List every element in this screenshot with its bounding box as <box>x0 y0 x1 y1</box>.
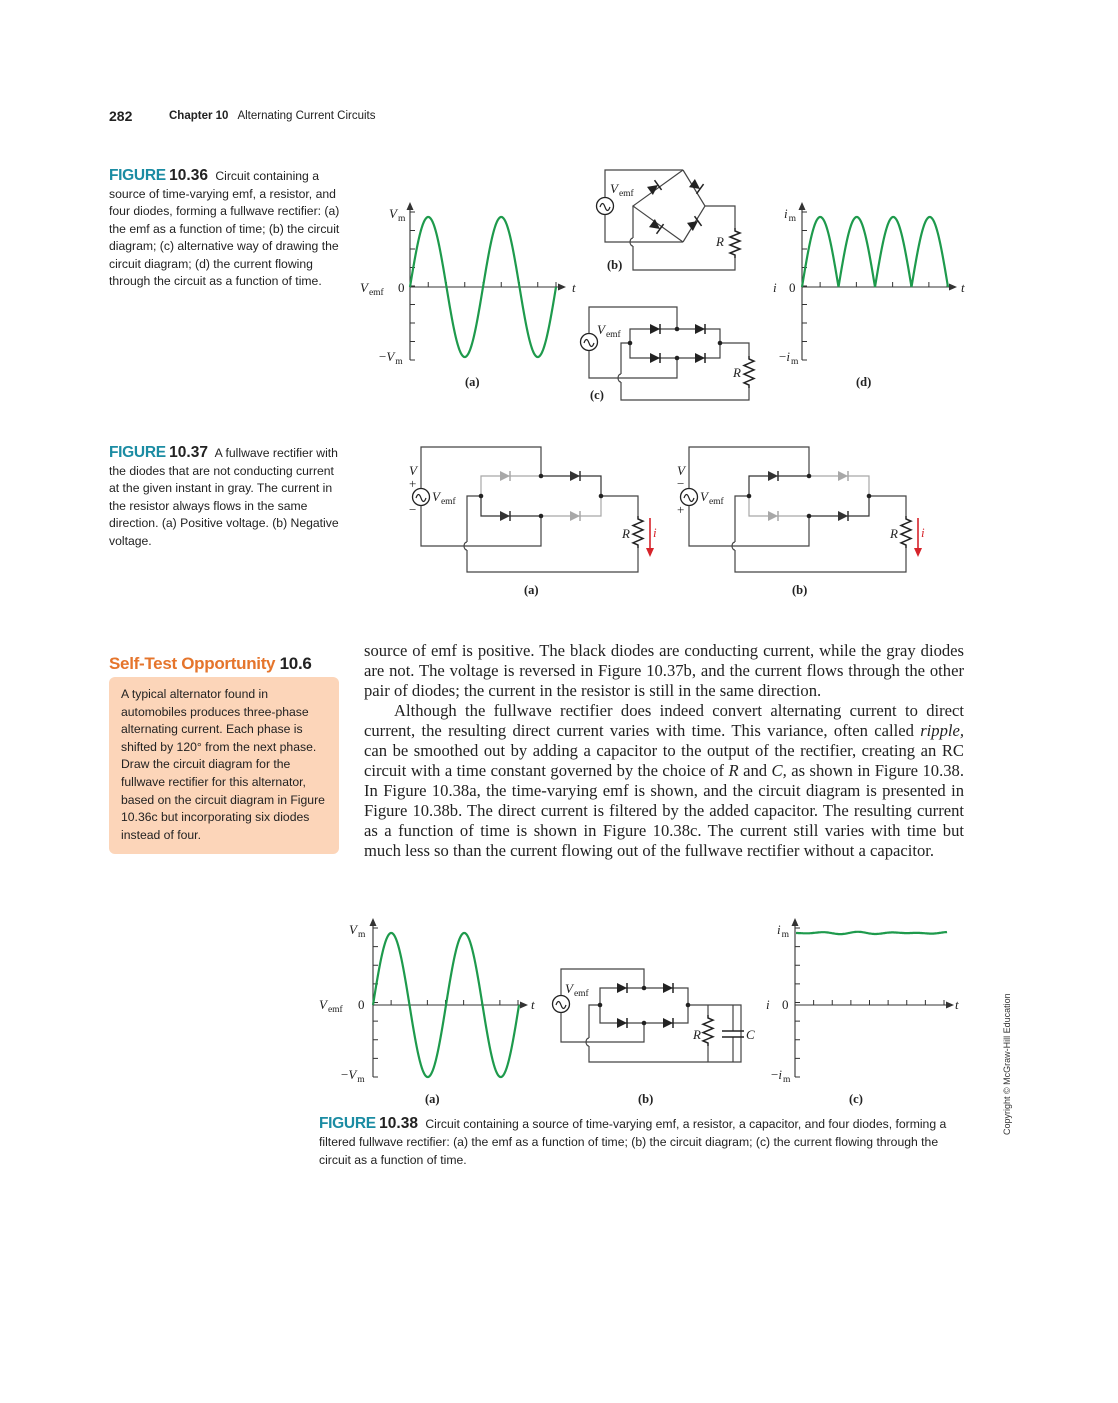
panel-label-c: (c) <box>590 388 604 402</box>
text: can be smoothed out by adding a capacitor to the output of the rectifier, creating an RC circuit with a time constant governed by the choice of <box>364 741 964 780</box>
figure-text: V <box>610 181 618 196</box>
figure-text: m <box>357 1075 365 1085</box>
diode-icon <box>500 471 510 481</box>
diode-icon <box>650 353 660 363</box>
figure-label: FIGURE <box>109 444 166 461</box>
wire <box>621 343 630 374</box>
x-axis-arrow <box>558 284 566 291</box>
diode-icon <box>570 471 580 481</box>
figure-number: 10.38 <box>379 1115 418 1132</box>
wire <box>601 496 638 516</box>
figure-text: V <box>597 322 605 337</box>
figure-text: − <box>341 1067 349 1082</box>
t-label: t <box>531 997 535 1012</box>
t-label: t <box>572 280 576 295</box>
self-test-box: A typical alternator found in automobiles produces three-phase alternating current. Each phase is shifted by 120° from the next phase. Draw the circuit diagram for the fullwave rectifier for this alternator, based on the circuit diagram in Figure 10.36c but incorporating six diodes instead of four. <box>109 677 339 854</box>
diode-icon <box>500 511 510 521</box>
wire <box>589 351 677 378</box>
text: as shown in Figure 10.38. In Figure 10.38a, the time-varying emf is shown, and the circuit diagram is presented in Figure 10.38b. The direct current is filtered by the added capacitor. The resulting current as a function of time is shown in Figure 10.38c. The current still varies with time but much less so than the current flowing out of the fullwave rectifier without a capacitor. <box>364 761 964 860</box>
wire <box>589 1005 600 1038</box>
junction-dot <box>599 494 604 499</box>
figure-text: V <box>386 349 395 364</box>
wire <box>633 246 735 270</box>
resistor-icon <box>703 1015 713 1046</box>
copyright-notice: Copyright © McGraw-Hill Education <box>1002 993 1012 1135</box>
diode-icon <box>663 983 673 993</box>
diode-icon <box>695 324 705 334</box>
junction-dot <box>686 1003 691 1008</box>
resistor-icon <box>633 516 643 548</box>
junction-dot <box>642 1021 647 1026</box>
figure-text: m <box>781 930 790 940</box>
fig38a-labels <box>319 922 535 1106</box>
figure-text: i <box>778 1067 782 1082</box>
figure-text: V <box>360 280 368 295</box>
current-arrow-head <box>914 548 922 557</box>
figure-text: V <box>700 489 708 504</box>
t-label: t <box>955 997 959 1012</box>
resistor-icon <box>730 228 740 258</box>
diode-icon <box>617 1018 627 1028</box>
junction-dot <box>807 474 812 479</box>
panel-label-d: (d) <box>856 375 872 389</box>
current-label: i <box>921 525 925 540</box>
symbol-c: C, <box>771 761 787 780</box>
fig36c-labels <box>590 322 741 402</box>
caption-text: Circuit containing a source of time-varying emf, a resistor, a capacitor, and four diodes, forming a filtered fullwave rectifier: (a) the emf as a function of time; (b) the circuit diagram; (c) the current flowing through the circuit as a function of time. <box>319 1117 947 1167</box>
wire <box>600 988 688 1023</box>
y-axis-arrow <box>370 918 377 926</box>
axis-label-i: i <box>773 280 777 295</box>
vemf-label <box>432 489 457 507</box>
caption-text: Circuit containing a source of time-varying emf, a resistor, and four diodes, forming a fullwave rectifier: (a) the emf as a function of time; (b) the circuit diagram; (c) alternative way of drawing the circuit diagram; (d) the current flowing through the circuit as a function of time. <box>109 169 340 288</box>
axis-label-i: i <box>766 997 770 1012</box>
resistor-icon <box>901 516 911 548</box>
diode-icon <box>838 471 848 481</box>
figure-text: i <box>784 206 788 221</box>
axis-label-vemf <box>319 997 344 1015</box>
y-axis-arrow <box>799 202 806 210</box>
diode-icon <box>663 1018 673 1028</box>
wire <box>705 206 735 228</box>
self-test-label: Self-Test Opportunity <box>109 654 276 673</box>
vemf-label <box>597 322 622 340</box>
axis-label-neg-vm <box>341 1067 365 1085</box>
axis-label-neg-im <box>779 349 799 367</box>
figure-text: emf <box>327 1005 343 1015</box>
figure-text: m <box>357 930 366 940</box>
axis-label-vm <box>349 922 366 940</box>
symbol-r: R <box>728 761 739 780</box>
panel-label-a: (a) <box>524 583 539 597</box>
junction-dot <box>675 356 680 361</box>
figure-text: V <box>432 489 440 504</box>
figure-text: V <box>565 981 573 996</box>
diode-icon <box>838 511 848 521</box>
figure-text: − <box>779 349 787 364</box>
figure-number: 10.37 <box>169 444 208 461</box>
minus-sign: − <box>677 476 685 491</box>
diode-icon <box>570 511 580 521</box>
wire <box>605 215 683 242</box>
resistor-label: R <box>733 365 741 380</box>
figure-text: − <box>379 349 387 364</box>
figure-text: V <box>389 206 397 221</box>
page-number: 282 <box>109 108 133 124</box>
figure-text: emf <box>605 330 621 340</box>
filtered-current-curve <box>796 932 947 934</box>
axis-label-vm <box>389 206 406 224</box>
current-arrow-head <box>646 548 654 557</box>
wire <box>481 496 541 516</box>
figure-text: emf <box>708 497 724 507</box>
zero-label: 0 <box>782 997 789 1012</box>
axis-label-vemf <box>360 280 385 298</box>
t-label: t <box>961 280 965 295</box>
fig37b-labels <box>677 463 925 597</box>
vemf-label <box>610 181 635 199</box>
wire <box>589 1005 741 1062</box>
chapter-number: Chapter 10 <box>169 110 229 122</box>
diode-icon <box>617 983 627 993</box>
figure-text: i <box>786 349 790 364</box>
figure-text: m <box>395 357 403 367</box>
figure-text: emf <box>368 288 384 298</box>
figure-label: FIGURE <box>109 167 166 184</box>
v-label: V <box>677 463 685 478</box>
zero-label: 0 <box>398 280 405 295</box>
diode-icon <box>650 324 660 334</box>
axis-label-neg-im <box>771 1067 791 1085</box>
resistor-label: R <box>890 526 898 541</box>
figure-text: emf <box>618 189 634 199</box>
rectified-current-curve <box>802 217 948 287</box>
zero-label: 0 <box>358 997 365 1012</box>
figure-text: − <box>771 1067 779 1082</box>
term-ripple: ripple, <box>920 721 964 740</box>
fig38b-labels <box>565 981 755 1106</box>
diode-icon <box>768 511 778 521</box>
panel-label-a: (a) <box>465 375 480 389</box>
diode-icon <box>648 218 663 234</box>
panel-label-b: (b) <box>638 1092 654 1106</box>
wire <box>749 496 809 516</box>
wire <box>735 548 906 572</box>
wire <box>749 476 809 496</box>
diode-icon <box>695 353 705 363</box>
vemf-label <box>700 489 725 507</box>
paragraph-1: source of emf is positive. The black diodes are conducting current, while the gray diodes are not. The voltage is reversed in Figure 10.37b, and the current flows through the other pair of diodes; the current in the resistor is still in the same direction. <box>364 641 964 700</box>
plus-sign: + <box>409 476 417 491</box>
fig37a-labels <box>409 463 657 597</box>
chapter-title: Alternating Current Circuits <box>237 110 376 122</box>
junction-dot <box>479 494 484 499</box>
text: and <box>738 761 772 780</box>
wire <box>735 496 749 542</box>
junction-dot <box>867 494 872 499</box>
plus-sign: + <box>677 502 685 517</box>
wire <box>720 343 749 356</box>
figure-text: m <box>397 214 406 224</box>
figure-text: m <box>782 1075 791 1085</box>
minus-sign: − <box>409 502 417 517</box>
caption-text: A fullwave rectifier with the diodes that are not conducting current at the given instant in gray. The current in the resistor always flows in the same direction. (a) Positive voltage. (b) Negative voltage. <box>109 446 339 548</box>
axis-label-im <box>784 206 797 224</box>
fig36b-labels <box>607 181 724 272</box>
figure-text: m <box>790 357 799 367</box>
diode-icon <box>686 216 701 232</box>
self-test-number: 10.6 <box>279 654 312 673</box>
diode-icon <box>768 471 778 481</box>
resistor-icon <box>744 356 754 388</box>
panel-label-b: (b) <box>792 583 808 597</box>
resistor-label: R <box>716 234 724 249</box>
diode-icon <box>646 180 661 196</box>
axis-label-neg-vm <box>379 349 403 367</box>
y-axis-arrow <box>792 918 799 926</box>
x-axis-arrow <box>949 284 957 291</box>
panel-label-c: (c) <box>849 1092 863 1106</box>
wire <box>467 548 638 572</box>
wire <box>869 496 906 516</box>
v-label: V <box>409 463 417 478</box>
wire <box>561 1013 644 1042</box>
fig36a-labels <box>360 206 576 389</box>
y-axis-arrow <box>407 202 414 210</box>
junction-dot <box>747 494 752 499</box>
figure-number: 10.36 <box>169 167 208 184</box>
junction-dot <box>539 514 544 519</box>
figure-text: V <box>319 997 327 1012</box>
panel-label-b: (b) <box>607 258 623 272</box>
junction-dot <box>718 341 723 346</box>
capacitor-label: C <box>746 1027 755 1042</box>
figure-text: V <box>348 1067 357 1082</box>
junction-dot <box>598 1003 603 1008</box>
figure-text: V <box>349 922 357 937</box>
axis-label-im <box>777 922 790 940</box>
x-axis-arrow <box>946 1002 954 1009</box>
current-label: i <box>653 525 657 540</box>
wire <box>621 382 749 400</box>
wire <box>481 476 541 496</box>
text: Although the fullwave rectifier does indeed convert alternating current to direct current, the resulting direct current varies with time. This variance, often called <box>364 701 964 740</box>
junction-dot <box>642 986 647 991</box>
junction-dot <box>628 341 633 346</box>
wire <box>630 329 720 358</box>
figure-text: i <box>777 922 781 937</box>
resistor-label: R <box>622 526 630 541</box>
diode-triangle <box>687 217 701 231</box>
vemf-label <box>565 981 590 999</box>
figure-text: emf <box>573 989 589 999</box>
figure-label: FIGURE <box>319 1115 376 1132</box>
resistor-label: R <box>693 1027 701 1042</box>
x-axis-arrow <box>520 1002 528 1009</box>
figure-text: emf <box>440 497 456 507</box>
zero-label: 0 <box>789 280 796 295</box>
junction-dot <box>539 474 544 479</box>
junction-dot <box>675 327 680 332</box>
wire <box>467 496 481 542</box>
panel-label-a: (a) <box>425 1092 440 1106</box>
junction-dot <box>807 514 812 519</box>
figure-text: m <box>788 214 797 224</box>
